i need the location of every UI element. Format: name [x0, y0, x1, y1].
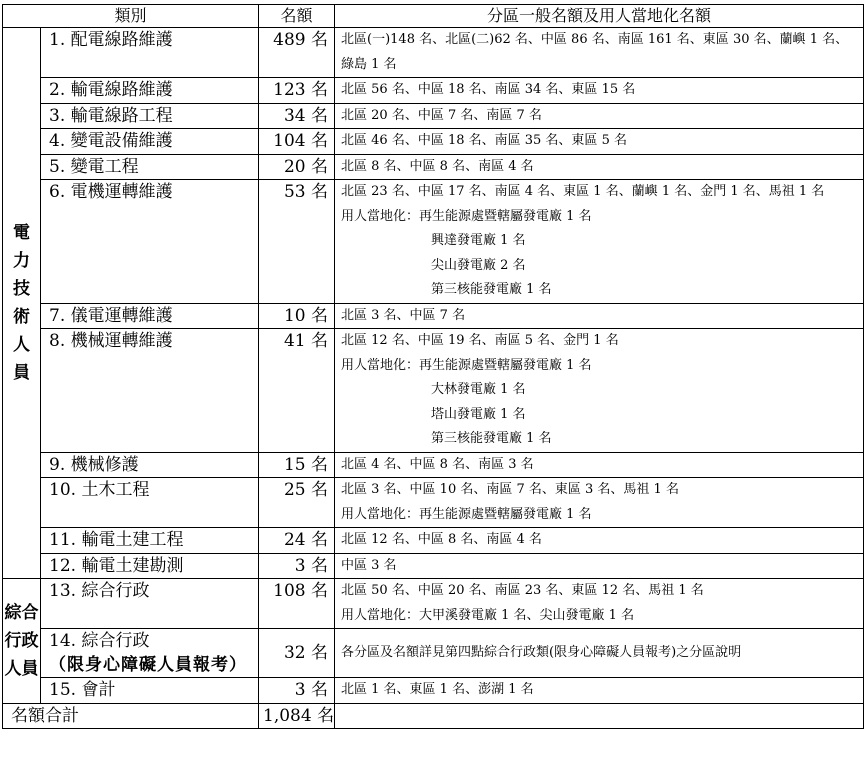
- job-detail: 中區 3 名: [335, 553, 864, 579]
- table-row: [3, 452, 864, 478]
- job-detail: 各分區及名額詳見第四點綜合行政類(限身心障礙人員報考)之分區說明: [335, 629, 864, 678]
- job-quota: 53 名: [259, 180, 335, 304]
- job-detail: 北區(一)148 名、北區(二)62 名、中區 86 名、南區 161 名、東區 30 名、蘭嶼 1 名、綠島 1 名: [335, 28, 864, 78]
- job-quota: 104 名: [259, 129, 335, 155]
- job-name: 12. 輸電土建勘測: [41, 553, 259, 579]
- job-detail: 北區 12 名、中區 19 名、南區 5 名、金門 1 名 用人當地化：再生能源處暨轄屬發電廠 1 名 大林發電廠 1 名 塔山發電廠 1 名 第三核能發電廠 1 名: [335, 329, 864, 453]
- job-name: 15. 會計: [41, 678, 259, 704]
- table-row: [3, 180, 864, 304]
- job-quota: 10 名: [259, 303, 335, 329]
- table-row: [3, 129, 864, 155]
- header-category: 類別: [3, 5, 259, 28]
- table-row: [3, 528, 864, 554]
- job-name: 1. 配電線路維護: [41, 28, 259, 78]
- job-quota: 3 名: [259, 678, 335, 704]
- header-quota: 名額: [259, 5, 335, 28]
- job-quota: 489 名: [259, 28, 335, 78]
- job-detail: 北區 12 名、中區 8 名、南區 4 名: [335, 528, 864, 554]
- job-detail: 北區 3 名、中區 7 名: [335, 303, 864, 329]
- job-detail: 北區 56 名、中區 18 名、南區 34 名、東區 15 名: [335, 78, 864, 104]
- job-detail: 北區 1 名、東區 1 名、澎湖 1 名: [335, 678, 864, 704]
- table-row: [3, 303, 864, 329]
- job-quota: 24 名: [259, 528, 335, 554]
- total-label: 名額合計: [3, 703, 259, 728]
- job-quota: 3 名: [259, 553, 335, 579]
- total-detail-empty: [335, 703, 864, 728]
- job-detail: 北區 20 名、中區 7 名、南區 7 名: [335, 103, 864, 129]
- table-row: [3, 478, 864, 528]
- job-detail: 北區 8 名、中區 8 名、南區 4 名: [335, 154, 864, 180]
- job-quota: 41 名: [259, 329, 335, 453]
- job-detail: 北區 50 名、中區 20 名、南區 23 名、東區 12 名、馬祖 1 名 用人當地化：大甲溪發電廠 1 名、尖山發電廠 1 名: [335, 579, 864, 629]
- job-name: 11. 輸電土建工程: [41, 528, 259, 554]
- job-name: 13. 綜合行政: [41, 579, 259, 629]
- table-row: [3, 329, 864, 453]
- job-quota: 25 名: [259, 478, 335, 528]
- table-row: [3, 629, 864, 678]
- job-detail: 北區 46 名、中區 18 名、南區 35 名、東區 5 名: [335, 129, 864, 155]
- job-name: 6. 電機運轉維護: [41, 180, 259, 304]
- job-name: 5. 變電工程: [41, 154, 259, 180]
- job-name-note: （限身心障礙人員報考）: [49, 655, 247, 675]
- job-name: 2. 輸電線路維護: [41, 78, 259, 104]
- table-row: [3, 553, 864, 579]
- job-detail: 北區 23 名、中區 17 名、南區 4 名、東區 1 名、蘭嶼 1 名、金門 1 名、馬祖 1 名 用人當地化：再生能源處暨轄屬發電廠 1 名 興達發電廠 1 名 尖山發電廠 2 名 第三核能發電廠 1 名: [335, 180, 864, 304]
- job-quota: 34 名: [259, 103, 335, 129]
- total-row: [3, 703, 864, 728]
- job-quota: 123 名: [259, 78, 335, 104]
- total-quota: 1,084 名: [259, 703, 335, 728]
- job-name: 7. 儀電運轉維護: [41, 303, 259, 329]
- job-name: 14. 綜合行政 （限身心障礙人員報考）: [41, 629, 259, 678]
- group-label-admin: 綜合 行政 人員: [3, 579, 41, 704]
- header-row: [3, 5, 864, 28]
- table-row: [3, 678, 864, 704]
- job-detail: 北區 3 名、中區 10 名、南區 7 名、東區 3 名、馬祖 1 名 用人當地化：再生能源處暨轄屬發電廠 1 名: [335, 478, 864, 528]
- job-name: 9. 機械修護: [41, 452, 259, 478]
- job-quota: 32 名: [259, 629, 335, 678]
- group-label-power: 電 力 技 術 人 員: [3, 28, 41, 579]
- table-row: [3, 103, 864, 129]
- quota-table: [2, 4, 864, 729]
- header-detail: 分區一般名額及用人當地化名額: [335, 5, 864, 28]
- job-name: 10. 土木工程: [41, 478, 259, 528]
- job-quota: 108 名: [259, 579, 335, 629]
- job-quota: 20 名: [259, 154, 335, 180]
- job-quota: 15 名: [259, 452, 335, 478]
- job-detail: 北區 4 名、中區 8 名、南區 3 名: [335, 452, 864, 478]
- table-row: [3, 579, 864, 629]
- job-name: 3. 輸電線路工程: [41, 103, 259, 129]
- table-row: [3, 78, 864, 104]
- job-name: 4. 變電設備維護: [41, 129, 259, 155]
- job-name: 8. 機械運轉維護: [41, 329, 259, 453]
- table-row: [3, 154, 864, 180]
- table-row: [3, 28, 864, 78]
